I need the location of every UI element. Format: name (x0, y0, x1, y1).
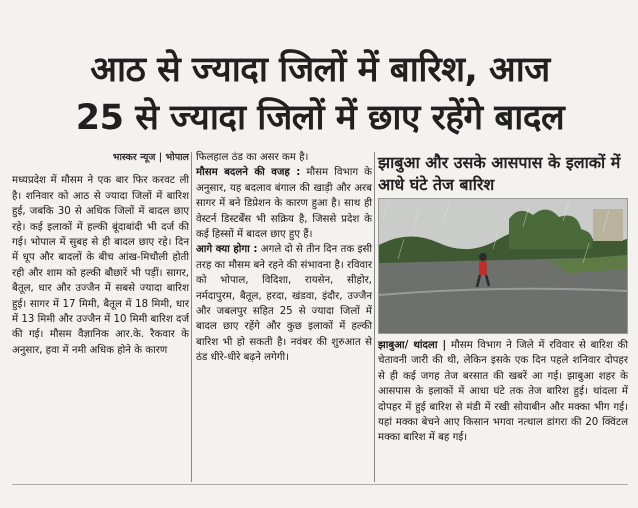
column-divider-1 (191, 152, 192, 482)
column-2-paragraph-3 (196, 242, 372, 365)
side-story-text: मौसम विभाग ने जिले में रविवार से बारिश की चेतावनी जारी की थी, लेकिन इसके एक दिन पहले शनिवार दोपहर से ही कई जगह तेज बरसात की खबरें आ गई। झाबुआ शहर के आसपास के इलाकों में आधा घंटे तक तेज बारिश हुई। थांदला में दोपहर में हुई बारिश से मंडी में रखी सोयाबीन और मक्का भीग गई। यहां मक्का बेचने आए किसान भगवा नत्थाल डांगरा की 20 क्विंटल मक्का बारिश में बह गई। (378, 340, 628, 444)
rain-photo (378, 198, 628, 334)
rain-photo-illustration (379, 199, 627, 333)
forecast-text: अगले दो से तीन दिन तक इसी तरह का मौसम बने रहने की संभावना है। रविवार को भोपाल, विदिशा, रायसेन, सीहोर, नर्मदापुरम, बैतूल, हरदा, खंडवा, इंदौर, उज्जैन और जबलपुर सहित 25 से ज्यादा जिलों में बादल छाए रहेंगे और कुछ इलाकों में हल्की बारिश भी हो सकती है। नवंबर की शुरुआत से ठंड धीरे-धीरे बढ़ने लगेगी। (196, 244, 372, 364)
column-1-paragraph: मध्यप्रदेश में मौसम ने एक बार फिर करवट ली है। शनिवार को आठ से ज्यादा जिलों में बारिश हुई, जबकि 30 से अधिक जिलों में बादल छाए रहे। कई इलाकों में हल्की बूंदाबांदी भी दर्ज की गई। भोपाल में सुबह से ही बादल छाए रहे। दिन में धूप और बादलों के बीच आंख-मिचौली होती रही और शाम को हल्की बौछारें भी पड़ीं। सागर, बैतूल, धार और उज्जैन में सबसे ज्यादा बारिश हुई। सागर में 17 मिमी, बैतूल में 18 मिमी, धार में 13 मिमी और उज्जैन में 10 मिमी बारिश दर्ज की गई। मौसम वैज्ञानिक आर.के. रैकवार के अनुसार, हवा में नमी अधिक होने के कारण (12, 175, 189, 356)
dateline: झाबुआ/ थांदला | (378, 340, 447, 351)
headline (14, 46, 626, 142)
column-divider-2 (374, 152, 375, 482)
reason-text: मौसम विभाग के अनुसार, यह बदलाव बंगाल की खाड़ी और अरब सागर में बने डिप्रेशन के कारण हुआ है। साथ ही वेस्टर्न डिस्टर्बेंस भी सक्रिय है, जिससे प्रदेश के कई हिस्सों में बादल छाए हुए हैं। (196, 167, 372, 241)
column-2-paragraph-1: फिलहाल ठंड का असर कम है। (196, 152, 309, 163)
headline-line-1: आठ से ज्यादा जिलों में बारिश, आज (90, 50, 550, 90)
article-column-2 (196, 150, 372, 366)
subhead-reason: मौसम बदलने की वजह : (196, 167, 301, 179)
subhead-forecast: आगे क्या होगा : (196, 244, 258, 256)
headline-line-2: 25 से ज्यादा जिलों में छाए रहेंगे बादल (75, 98, 565, 138)
column-2-paragraph-2 (196, 165, 372, 242)
byline: भास्कर न्यूज | भोपाल (112, 152, 189, 163)
side-story-body (378, 338, 628, 446)
side-story-title: झाबुआ और उसके आसपास के इलाकों में आधे घंटे तेज बारिश (378, 153, 621, 194)
article-column-1 (12, 150, 189, 358)
bottom-rule (12, 484, 628, 485)
